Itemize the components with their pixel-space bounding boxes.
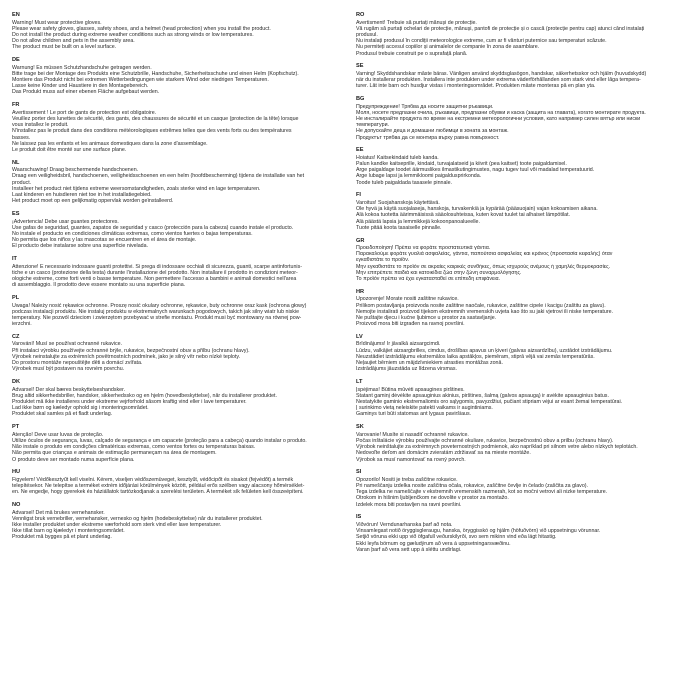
warning-text-line: Avertisment! Trebuie să purtați mănuși de protecție. [356,19,477,26]
warning-text-line: Montiere das Produkt nicht bei extremen Wetterbedingungen wie starkem Wind oder niedrigen Temperaturen. [12,77,269,84]
language-code: HU [12,469,21,476]
language-section-fr [12,102,344,153]
warning-text-line: Älä päästä lapsia ja lemmikkejä kokoonpanoalueelle. [356,218,480,225]
warning-text-line: basses. [12,134,31,141]
language-section-sk [356,424,688,463]
warning-text-line: Advarsel! Der skal bæres beskyttelseshandsker. [12,386,126,393]
warning-text-line: Utilize óculos de segurança, luvas, calçado de segurança e um capacete (proteção para a cabeça) quando instalar o produto. [12,437,307,444]
warning-text-line: Warning! Must wear protective gloves. [12,19,102,26]
warning-text-line: Lasse keine Kinder und Haustiere in den Montagebereich. [12,83,149,90]
warning-text-line: Please wear safety gloves, glasses, safety shoes, and a helmet (head protection) when you install the product. [12,25,271,32]
language-code: PL [12,295,20,302]
warning-text-line: Opozorilo! Nositi je treba zaščitne rokavice. [356,476,458,483]
warning-text-line: Hoiatus! Kaitsekindaid tuleb kanda. [356,154,439,161]
warning-text-line: Do not allow children and pets in the assembly area. [12,38,135,45]
language-code: ES [12,211,20,218]
warning-text-line: ologiche estreme, come forti venti o basse temperature. Non permettere l'accesso a bambini e animali domestici nell'area [12,276,297,283]
warning-text-line: No permita que los niños y las mascotas se encuentren en el área de montaje. [12,237,197,244]
language-section-cz [12,334,344,373]
warning-text-line: produsul. [356,31,378,38]
warning-text-line: Ikke tillat barn og kjæledyr i monteringsområdet. [12,528,125,535]
warning-text-line: Attenzione! È necessario indossare guanti protettivi. Si prega di indossare occhiali di sicurezza, guanti, scarpe antinfortunis- [12,263,303,270]
language-section-si [356,469,688,508]
warning-text-line: Výrobek neinstalujte za extrémních povětrnostních podmínek, jako je silný vítr nebo nízké teploty. [12,353,241,360]
warning-text-line: Älä kokoa tuotetta äärimmäisissä sääolosuhteissa, kuten kovat tuulet tai alhaiset lämpötilat. [356,212,571,219]
warning-text-line: Izstrādājums jāuzstāda uz līdzena virsmas. [356,366,457,373]
language-code: LV [356,333,363,340]
warning-text-line: vous installez le produit. [12,122,69,129]
warning-text-line: Varoitus! Suojahanskoja käytettävä. [356,199,440,206]
warning-text-line: Не инсталирайте продукта по време на екстремни метеорологични условия, като например силен вятър или ниски [356,115,641,122]
warning-text-line: N'installez pas le produit dans des conditions météorologiques extrêmes telles que des vents forts ou des températures [12,128,292,135]
warning-text-line: Ärge paigaldage toodet äärmuslikes ilmastikutingimustes, nagu tugev tuul või madalad temperatuurid. [356,167,595,174]
language-code: RO [356,12,365,18]
language-section-ee [356,147,688,186]
warning-text-line: Ole hyvä ja käytä suojalaseja, hanskoja, turvakenkiä ja kypärää (pääsuojain) vajan kokoamisen aikana. [356,206,598,213]
warning-text-line: product. [12,179,32,186]
warning-text-line: Предупреждение! Трябва да носите защитни ръкавици. [356,103,494,110]
warning-text-line: Uwaga! Należy nosić rękawice ochronne. Proszę nosić okulary ochronne, rękawice, buty ochronne oraz kask (ochrona głowy) [12,302,307,309]
warning-text-line: Varning! Skyddshandskar måste bäras. Vänligen använd skyddsglasögon, handskar, säkerhetsskor och hjälm (huvudskydd) [356,70,647,77]
warning-text-line: Não instale o produto em condições climatéricas extremas, como ventos fortes ou temperaturas baixas. [12,444,256,451]
language-section-bg [356,96,688,141]
warning-text-line: Avertissement ! Le port de gants de protection est obligatoire. [12,109,157,116]
warning-text-line: Izdelek mora biti postavljen na ravni površini. [356,501,462,508]
warning-text-line: Produsul trebuie construit pe o suprafață plană. [356,50,468,57]
warning-text-line: O produto deve ser montado numa superfície plana. [12,456,135,463]
warning-text-line: ierzchni. [12,321,32,328]
warning-text-line: Το προϊόν πρέπει να έχει εγκατασταθεί σε επίπεδη επιφάνεια. [356,276,501,283]
warning-text-line: Varovanie! Musíte si nasadiť ochranné rukavice. [356,431,469,438]
warning-text-line: Не допускайте деца и домашни любимци в зоната за монтаж. [356,128,509,135]
warning-text-line: Neļaujiet bērniem un mājdzīvniekiem atrasties montāžas zonā. [356,360,503,367]
warning-text-line: Brīdinājums! Ir jāvalkā aizsargcimdi. [356,341,441,348]
left-column [12,12,344,694]
warning-text-line: Installeer het product niet tijdens extreme weersomstandigheden, zoals sterke wind en lage temperaturen. [12,185,261,192]
warning-text-line: podczas instalacji produktu. Nie instaluj produktu w ekstremalnych warunkach pogodowych, takich jak silny wiatr lub niskie [12,308,300,315]
language-section-nl [12,160,344,205]
warning-text-line: Tuote pitää koota tasaiselle pinnalle. [356,224,442,231]
warning-text-line: Figyelem! Védőkesztyűt kell viselni. Kérem, viseljen védőszemüveget, kesztyűt, védőcipőt és sisakot (fejvédőt) a termék [12,476,294,483]
warning-text-line: Při instalaci výrobku používejte ochranné brýle, rukavice, bezpečnostní obuv a přilbu (ochranu hlavy). [12,347,250,354]
warning-text-line: Výrobok sa musí namontovať na rovný povrch. [356,456,466,463]
warning-text-line: Výrobek musí být postaven na rovném povrchu. [12,366,125,373]
language-section-gr [356,238,688,283]
warning-text-line: när du installerar produkten. Installera inte produkten under extrema väderförhållanden som stark vind eller låga tempera- [356,77,641,84]
language-section-lt [356,379,688,418]
language-section-it [12,256,344,288]
warning-text-line: Prilikom postavljanja proizvoda nosite zaštitne naočale, rukavice, zaštitne cipele i kacigu (zaštitu za glavu). [356,302,606,309]
safety-warnings-page [12,12,688,694]
language-code: DK [12,379,21,386]
warning-text-line: Palun kandke kaitseprille, kindaid, turvajalatseid ja kiivrit (pea kaitset) toote paigaldamisel. [356,161,567,168]
warning-text-line: Setjið vöruna ekki upp við öfgafull veðurskilyrði, svo sem mikinn vind eða lágt hitastig. [356,534,557,541]
language-section-hr [356,289,688,328]
language-section-es [12,211,344,250]
language-code: SE [356,63,364,70]
warning-text-line: telepítésekor. Ne telepítse a terméket extrém időjárási körülmények között, például erős szélben vagy alacsony hőmérséklet- [12,483,305,489]
warning-text-line: Nedovoľte deťom ani domácim zvieratám zdržiavať sa na mieste montáže. [356,450,531,457]
warning-text-line: Lūdzu, valkājiet aizsargbrilles, cimdus, drošības apavus un ķiveri (galvas aizsardzību), uzstādot izstrādājumu. [356,347,613,354]
warning-text-line: Otrokom in hišnim ljubljenčkom ne dovolite v prostor za montažo. [356,495,509,502]
warning-text-line: Ikke installer produktet under ekstreme værforhold som sterk vind eller lave temperaturer. [12,521,222,528]
warning-text-line: Μην εγκαθιστάτε το προϊόν σε ακραίες καιρικές συνθήκες, όπως ισχυρούς ανέμους ή χαμηλές θερμοκρασίες. [356,263,611,270]
warning-text-line: Proizvod mora biti izgrađen na ravnoj površini. [356,321,465,328]
warning-text-line: tiche e un casco (protezione della testa) durante l'installazione del prodotto. Non installare il prodotto in condizioni meteor- [12,269,298,276]
warning-text-line: Le produit doit être monté sur une surface plane. [12,146,127,153]
language-code: FI [356,192,361,199]
warning-text-line: Laat kinderen en huisdieren niet toe in het installatiegebied. [12,192,152,199]
language-section-lv [356,334,688,373]
language-code: FR [12,102,20,109]
warning-text-line: Į surinkimo vietą neleiskite patekti vaikams ir augintiniams. [356,405,493,412]
language-section-dk [12,379,344,418]
warning-text-line: Nemojte instalirati proizvod tijekom ekstremnih vremenskih uvjeta kao što su jaki vjetrovi ili niske temperature. [356,308,613,315]
warning-text-line: Ne laissez pas les enfants et les animaux domestiques dans la zone d'assemblage. [12,140,208,147]
warning-text-line: Ärge lubage lapsi ja lemmikloomi paigaldusprirkonda. [356,173,482,180]
language-code: NL [12,159,20,166]
warning-text-line: Varan þarf að vera sett upp á sléttu undirlagi. [356,546,462,553]
warning-text-line: Lad ikke børn og kæledyr ophold sig i monteringsområdet. [12,405,149,412]
right-column [356,12,688,694]
warning-text-line: Nu permiteți accesul copiilor și animalelor de companie în zona de asamblare. [356,44,540,51]
warning-text-line: Vinsamlegast notið öryggisgleraugu, hanska, öryggisskó og hjálm (höfuðvörn) við uppsetningu vörunnar. [356,528,601,535]
language-code: NO [12,502,21,508]
warning-text-line: Upozorenje! Morate nositi zaštitne rukavice. [356,296,459,303]
language-code: HR [356,288,365,295]
warning-text-line: Gaminys turi būti statomas ant lygaus paviršiaus. [356,411,472,418]
language-code: BG [356,96,365,103]
warning-text-line: Produktet må bygges på et plant underlag. [12,534,112,541]
warning-text-line: Tega izdelka ne nameščajte v ekstremnih vremenskih razmerah, kot so močni vetrovi ali nizke temperature. [356,489,608,496]
warning-text-line: ¡Advertencia! Debe usar guantes protectores. [12,218,119,225]
warning-text-line: Use gafas de seguridad, guantes, zapatos de seguridad y casco (protección para la cabeza) cuando instale el producto. [12,224,294,231]
warning-text-line: Vennligst bruk vernebriller, vernehansker, vernesko og hjelm (hodebeskyttelse) når du installerer produktet. [12,515,263,522]
warning-text-line: Brug altid sikkerhedsbriller, handsker, sikkerhedssko og en hjelm (hovedbeskyttelse), når du installerer produktet. [12,392,277,399]
language-section-pt [12,424,344,463]
warning-text-line: Продуктът трябва да се монтира върху равна повърхност. [356,134,500,141]
warning-text-line: Ne puštajte djecu i kućne ljubimce u prostor za sastavljanje. [356,314,497,321]
language-section-de [12,57,344,96]
warning-text-line: turer. Låt inte barn och husdjur vistas i monteringsområdet. Produkten måste monteras på en plan yta. [356,83,596,90]
warning-text-line: Įspėjimas! Būtina mūvėti apsaugines pirštines. [356,386,465,393]
warning-text-line: Statant gaminį dėvėkite apsauginius akinius, pirštines, šalmą (galvos apsaugą) ir avėkite apsauginius batus. [356,392,609,399]
language-code: CZ [12,333,20,340]
warning-text-line: No instale el producto en condiciones climáticas extremas, como vientos fuertes o bajas temperaturas. [12,230,253,237]
language-section-ro [356,12,688,57]
language-code: IT [12,256,17,263]
warning-text-line: temperatury. Nie pozwól dzieciom i zwierzętom przebywać w strefie montażu. Produkt musi być montowany na równej pow- [12,314,302,321]
language-section-en [12,12,344,51]
warning-text-line: Pri nameščanju izdelka nosite zaščitna očala, rokavice, zaščitne čevlje in čelado (zaščita za glavo). [356,483,588,489]
language-section-pl [12,295,344,327]
language-code: PT [12,424,20,431]
language-section-is [356,514,688,553]
warning-text-line: Μην επιτρέπετε παιδιά και κατοικίδια ζώα στην ζώνη συναρμολόγησης. [356,269,522,276]
language-section-hu [12,469,344,495]
language-code: EE [356,147,364,154]
warning-text-line: εγκαθιστάτε το προϊόν. [356,257,410,264]
language-code: SI [356,469,362,476]
warning-text-line: Vă rugăm să purtați ochelari de protecție, mănuși, pantofi de protecție și o cască (protecție pentru cap) atunci când instalați [356,25,645,32]
warning-text-line: Waarschuwing! Draag beschermende handschoenen. [12,167,139,174]
warning-text-line: di assemblaggio. Il prodotto deve essere montato su una superficie piana. [12,282,186,289]
warning-text-line: Produktet skal samles på et fladt underlag. [12,411,113,418]
warning-text-line: Het product moet op een gelijkmatig oppervlak worden geïnstalleerd. [12,198,174,205]
warning-text-line: en. Ne engedje, hogy gyerekek és háziállatok tartózkodjanak a szerelési területen. A terméket sík felületen kell összeépíteni. [12,489,304,496]
language-code: EN [12,12,20,18]
language-section-no [12,502,344,541]
warning-text-line: Ekki leyfa börnum og gæludýrum að vera á uppsetningarsvæðinu. [356,540,511,547]
language-code: GR [356,237,365,244]
warning-text-line: Neuzstādiet izstrādājumu ekstremālos laika apstākļos, piemēram, stiprā vējā vai zemās temperatūrās. [356,353,595,360]
warning-text-line: Advarsel! Det må brukes vernehansker. [12,509,105,516]
warning-text-line: Výrobok neinštalujte za extrémnych poveternostných podmienok, ako napríklad pri silnom vetre alebo nízkych teplotách. [356,444,638,451]
language-section-fi [356,192,688,231]
language-section-se [356,63,688,89]
language-code: DE [12,57,20,64]
warning-text-line: Veuillez porter des lunettes de sécurité, des gants, des chaussures de sécurité et un casque (protection de la tête) lorsque [12,115,299,122]
warning-text-line: Produktet må ikke installeres under ekstreme vejrforhold såsom kraftig vind eller i lave temperaturer. [12,398,247,405]
language-code: IS [356,514,362,521]
warning-text-line: Toode tuleb paigaldada tasasele pinnale. [356,179,453,186]
warning-text-line: Nu instalați produsul în condiții meteorologice extreme, cum ar fi vânturi puternice sau temperaturi scăzute. [356,38,607,45]
warning-text-line: Do not install the product during extreme weather conditions such as strong winds or low temperatures. [12,31,254,38]
warning-text-line: Atenção! Deve usar luvas de proteção. [12,431,104,438]
warning-text-line: Počas inštalácie výrobku používajte ochranné okuliare, rukavice, bezpečnostnú obuv a prilbu (ochranu hlavy). [356,437,614,444]
warning-text-line: Das Produkt muss auf einer ebenen Fläche aufgebaut werden. [12,89,160,96]
warning-text-line: Моля, носете предпазни очила, ръкавици, предпазни обувки и каска (защита на главата), когато монтирате продукта. [356,109,646,116]
warning-text-line: Viðvörun! Verndunarhanska þarf að nota. [356,521,453,528]
warning-text-line: The product must be built on a level surface. [12,44,117,51]
warning-text-line: температури. [356,122,389,129]
warning-text-line: Προειδοποίηση! Πρέπει να φοράτε προστατευτικά γάντια. [356,245,491,252]
warning-text-line: Draag een veiligheidsbril, handschoenen, veiligheidsschoenen en een helm (hoofdbescherming) tijdens de installatie van het [12,173,305,180]
warning-text-line: Warnung! Es müssen Schutzhandschuhe getragen werden. [12,64,152,71]
warning-text-line: Varování! Musí se používat ochranné rukavice. [12,341,123,348]
warning-text-line: Bitte trage bei der Montage des Produkts eine Schutzbrille, Handschuhe, Sicherheitsschuhe und einen Helm (Kopfschutz). [12,70,299,77]
warning-text-line: Do prostoru montáže nepouštějte děti a domácí zvířata. [12,360,143,367]
language-code: SK [356,424,364,431]
warning-text-line: El producto debe instalarse sobre una superficie nivelada. [12,243,149,250]
warning-text-line: Nestatykite gaminio ekstremaliomis oro sąlygomis, pavyzdžiui, pučiant stipriam vėjui ar esant žemai temperatūrai. [356,398,623,405]
warning-text-line: Não permita que crianças e animais de estimação permaneçam na área de montagem. [12,450,217,457]
warning-text-line: Παρακαλούμε φοράτε γυαλιά ασφαλείας, γάντια, παπούτσια ασφαλείας και κράνος (προστασία κεφαλής) όταν [356,251,613,258]
language-code: LT [356,379,363,386]
